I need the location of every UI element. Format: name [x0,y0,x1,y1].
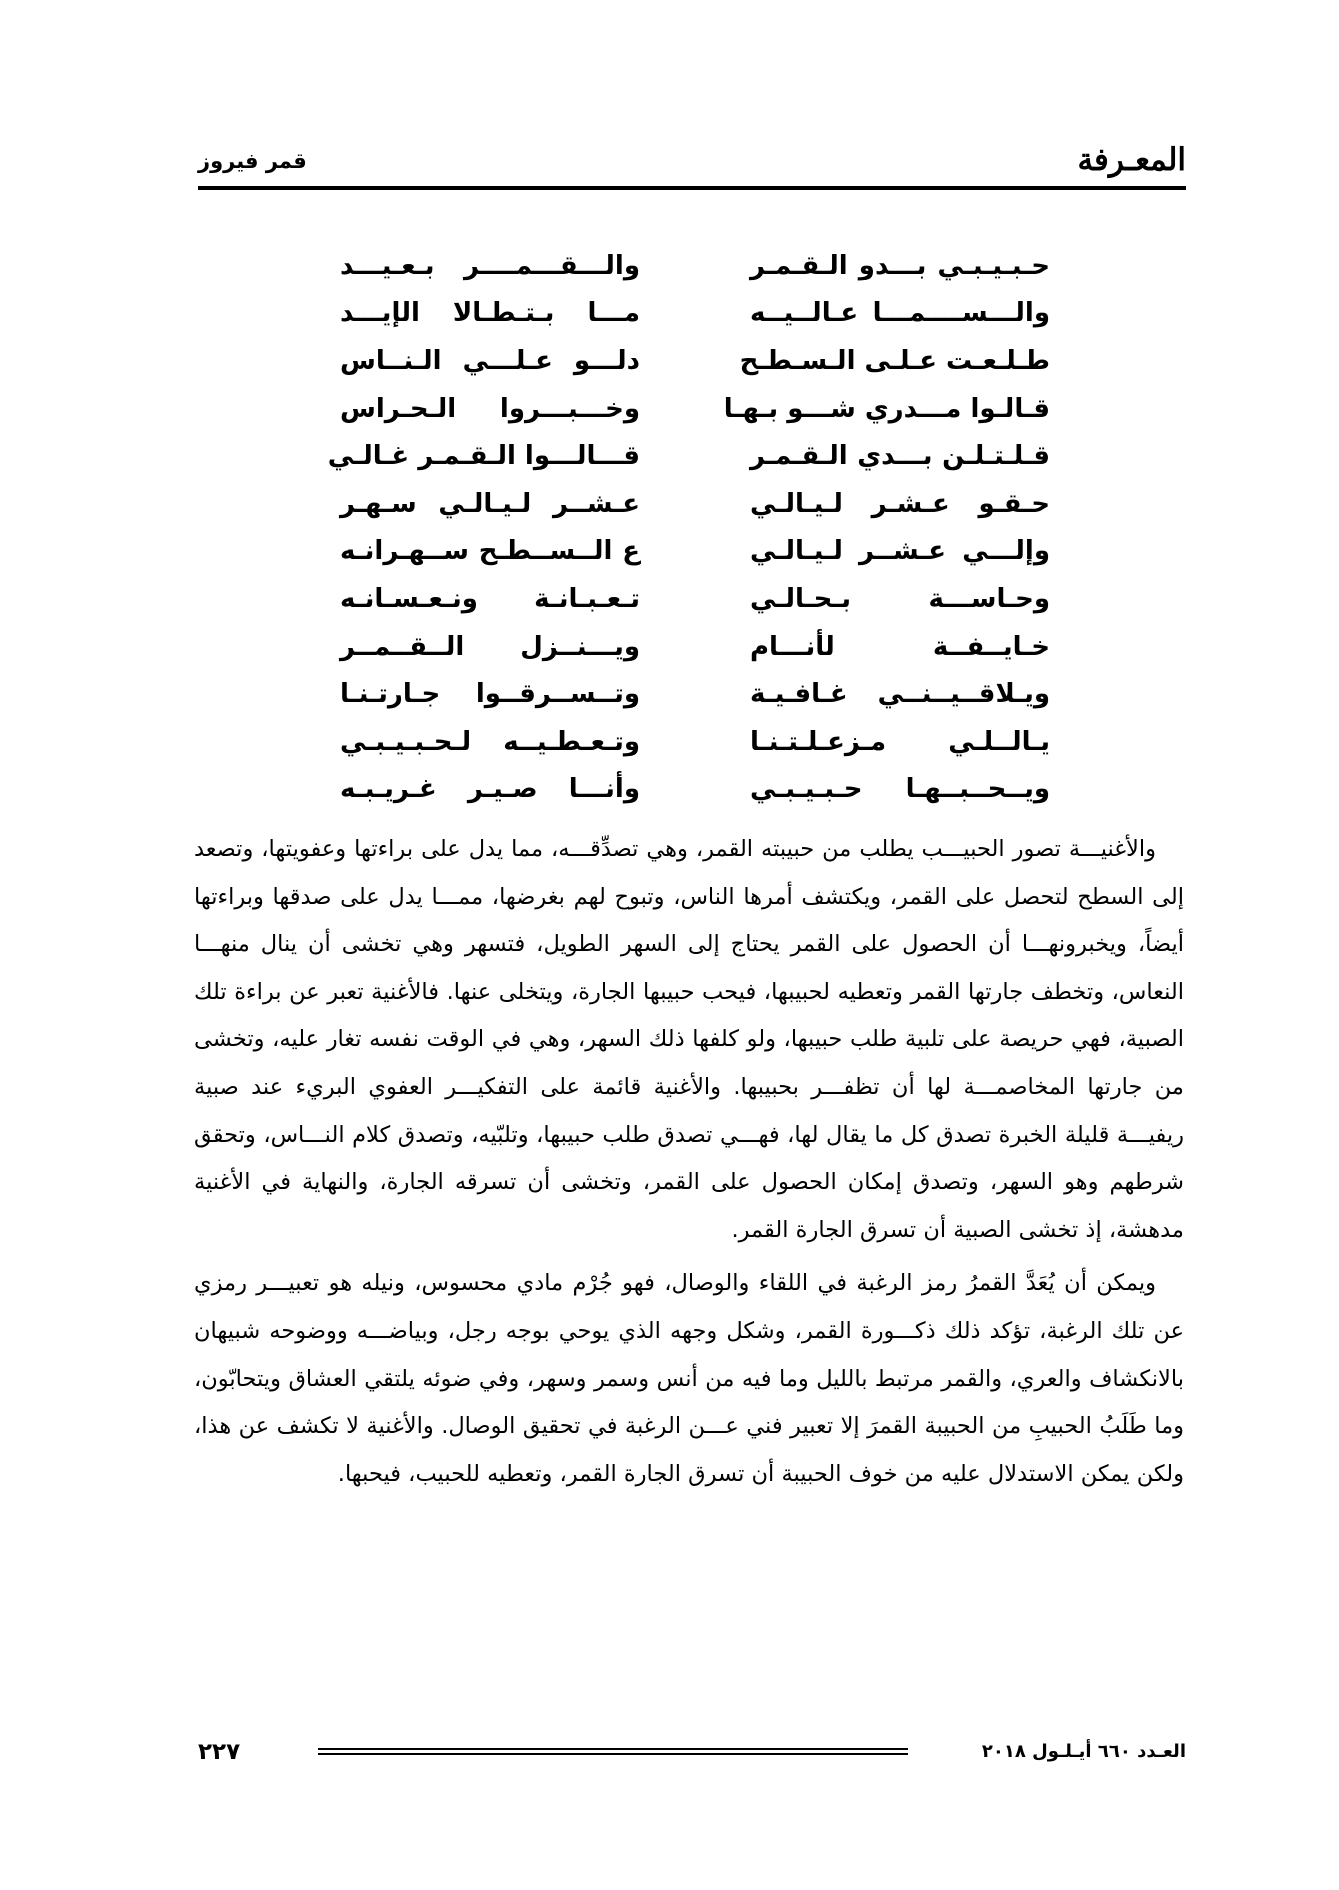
lyric-second-hemistich: ويـــنــزل الــقــمــر [340,631,640,662]
lyric-first-hemistich: قـالـوا مـــدري شـــو بـهـا [723,393,1050,424]
lyric-second-hemistich: تـعـبـانـة ونـعـسـانـه [340,583,640,614]
page-header [198,140,1186,188]
lyric-first-hemistich: خـايــفــة لأنـــام [750,631,1050,662]
lyric-line [340,528,1050,576]
body-paragraph: والأغنيـــة تصور الحبيـــب يطلب من حبيبته القمر، وهي تصدِّقـــه، مما يدل على براءتها وعفويتها، وتصعد إلى السطح لتحصل على القمر، ويكتشف أمرها الناس، وتبوح لهم بغرضها، ممـــا يدل على صدقها وبراءتها أيضاً، ويخبرونهـــا أن الحصول على القمر يحتاج إلى السهر الطويل، فتسهر وهي تخشى أن ينال منهـــا النعاس، وتخطف جارتها القمر وتعطيه لحبيبها، فيحب حبيبها الجارة، ويتخلى عنها. فالأغنية تعبر عن براءة تلك الصبية، فهي حريصة على تلبية طلب حبيبها، ولو كلفها ذلك السهر، وهي في الوقت نفسه تغار عليه، وتخشى من جارتها المخاصمـــة لها أن تظفـــر بحبيبها. والأغنية قائمة على التفكيـــر العفوي البريء عند صبية ريفيـــة قليلة الخبرة تصدق كل ما يقال لها، فهـــي تصدق طلب حبيبها، وتلبّيه، وتصدق كلام النـــاس، وتحقق شرطهم وهو السهر، وتصدق إمكان الحصول على القمر، وتخشى أن تسرقه الجارة، والنهاية في الأغنية مدهشة، إذ تخشى الصبية أن تسرق الجارة القمر. [194,836,1184,1243]
lyric-first-hemistich: وإلـــي عـشــر لـيـالـي [750,536,1050,567]
lyric-first-hemistich: قـلـتـلـن بـــدي الـقـمـر [750,441,1050,472]
lyric-first-hemistich: وحـاســـة بـحـالـي [750,583,1050,614]
header-divider [198,186,1186,190]
lyric-line [340,290,1050,338]
issue-info: العـدد ٦٦٠ أيـلـول ٢٠١٨ [981,1741,1186,1762]
lyric-line [340,385,1050,433]
lyric-first-hemistich: طـلـعـت عـلـى الـسـطـح [739,345,1050,376]
page-footer [198,1737,1186,1777]
lyric-line [340,623,1050,671]
lyric-second-hemistich: عـشــر لـيـالـي سـهـر [340,488,640,519]
lyric-line [340,337,1050,385]
lyric-line [340,670,1050,718]
lyric-second-hemistich: وتــســرقــوا جـارتـنـا [340,679,640,710]
lyric-second-hemistich: والـــقـــمــــر بـعـيـــد [340,250,640,281]
article-body [194,826,1184,1498]
lyric-second-hemistich: دلـــو عـلـــي الـنــاس [340,345,640,376]
magazine-logo: المعـرفة [1077,142,1186,178]
footer-divider [318,1748,908,1755]
article-running-title: قمر فيروز [198,149,307,173]
lyric-first-hemistich: والـــســــمـــا عـالــيــه [750,298,1050,329]
lyric-first-hemistich: حـقـو عـشـر لـيـالـي [750,488,1050,519]
lyric-line [327,432,1050,480]
lyric-line [340,575,1050,623]
lyric-second-hemistich: وأنـــا صـيـر غـريـبـه [340,774,640,805]
lyric-second-hemistich: وتـعـطـيــه لـحـبـيـبـي [340,726,640,757]
lyric-second-hemistich: وخـــبـــروا الـحـراس [340,393,640,424]
lyric-first-hemistich: حـبـيـبـي بـــدو الـقـمـر [750,250,1050,281]
lyric-line [340,766,1050,814]
lyric-second-hemistich: قـــالـــوا الـقـمـر غـالـي [327,441,640,472]
page-number: ٢٢٧ [198,1739,241,1765]
lyric-second-hemistich: ع الــســطـح ســهـرانـه [340,536,640,567]
lyric-line [340,480,1050,528]
lyric-first-hemistich: يـالــلـي مـزعـلـتـنـا [750,726,1050,757]
lyric-line [340,718,1050,766]
lyric-first-hemistich: ويــحــبــهـا حـبـيـبـي [750,774,1050,805]
lyric-first-hemistich: ويـلاقــيــنــي غـافـيـة [750,679,1050,710]
song-lyrics [327,242,1050,813]
lyric-line [340,242,1050,290]
lyric-second-hemistich: مـــا بـتـطـالا الإيـــد [340,298,640,329]
body-paragraph: ويمكن أن يُعَدَّ القمرُ رمز الرغبة في اللقاء والوصال، فهو جُرْم مادي محسوس، ونيله هو تعبيـــر رمزي عن تلك الرغبة، تؤكد ذلك ذكـــورة القمر، وشكل وجهه الذي يوحي بوجه رجل، وبياضـــه ووضوحه شبيهان بالانكشاف والعري، والقمر مرتبط بالليل وما فيه من أنس وسمر وسهر، وفي ضوئه يلتقي العشاق ويتحابّون، وما طَلَبُ الحبيبِ من الحبيبة القمرَ إلا تعبير فني عـــن الرغبة في تحقيق الوصال. والأغنية لا تكشف عن هذا، ولكن يمكن الاستدلال عليه من خوف الحبيبة أن تسرق الجارة القمر، وتعطيه للحبيب، فيحبها. [194,1270,1184,1487]
